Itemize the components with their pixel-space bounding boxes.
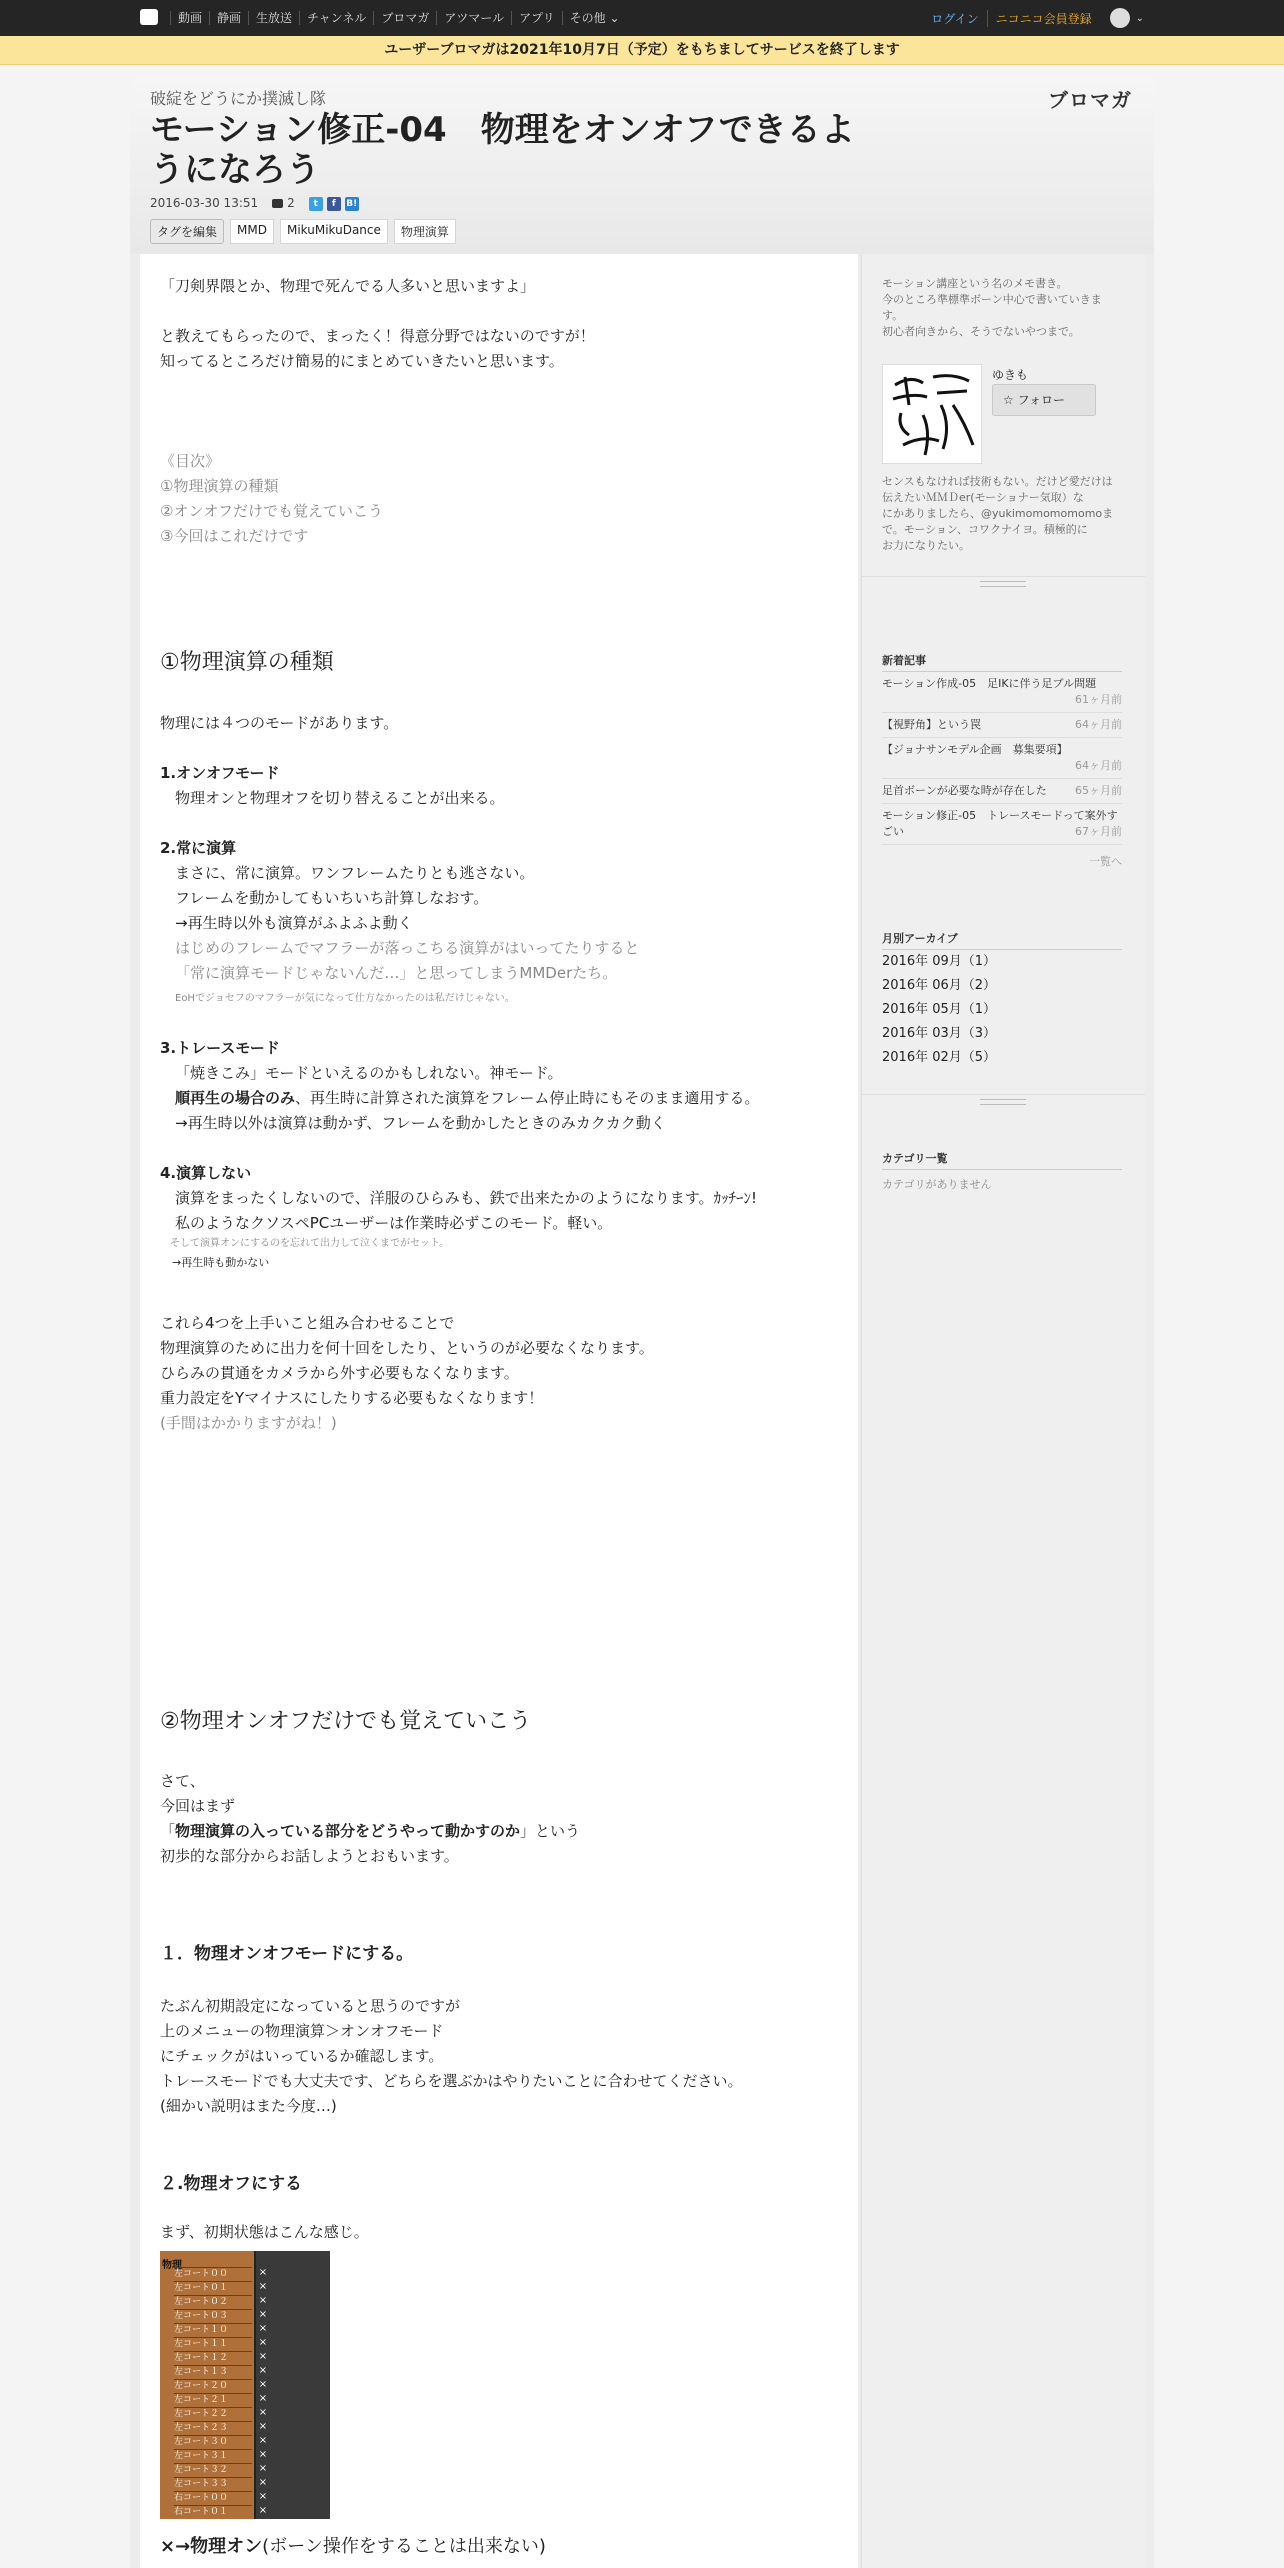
author-name[interactable]: ゆきも [992,368,1029,382]
paragraph: 「刀剣界隈とか、物理で死んでる人多いと思いますよ」 [160,277,536,295]
paragraph: 「焼きこみ」モードといえるのかもしれない。神モード。 [175,1064,563,1082]
user-avatar-icon[interactable] [1110,8,1130,28]
recent-title: 新着記事 [882,652,1122,672]
bold-text: 順再生の場合のみ [175,1089,296,1107]
nav-item-blomaga[interactable]: ブロマガ [373,11,436,25]
article-body [140,254,858,2568]
physics-off-mark: × [258,2267,268,2278]
paragraph: →再生時以外は演算は動かず、フレームを動かしたときのみカクカク動く [175,1114,666,1132]
paragraph: 物理には４つのモードがあります。 [160,714,399,732]
note-text: そして演算オンにするのを忘れて出力して泣くまでがセット。 [170,1238,450,1249]
bone-row-label: 左コート２１ [174,2393,252,2406]
paragraph: 知ってるところだけ簡易的にまとめていきたいと思います。 [160,352,564,370]
paragraph: 物理演算のために出力を何十回をしたり、というのが必要なくなります。 [160,1339,654,1357]
profile-line: お力になりたい。 [882,539,970,552]
paragraph [160,1819,580,1844]
paragraph: 「常に演算モードじゃないんだ…」と思ってしまうMMDerたち。 [175,964,618,982]
follow-label: フォロー [1017,393,1065,407]
service-nav [170,0,627,36]
sidebar-divider [862,1094,1145,1107]
recent-article-age: 64ヶ月前 [1075,759,1122,772]
paragraph-text: 「 [160,1822,176,1840]
nav-item-more[interactable] [562,11,627,25]
profile-line: で。モーション、コワクナイヨ。積極的に [882,523,1088,536]
physics-off-mark: × [258,2323,268,2334]
tag-item[interactable]: MikuMikuDance [280,219,388,244]
more-articles-link[interactable]: 一覧へ [1089,855,1122,868]
physics-off-mark: × [258,2393,268,2404]
blomaga-logo[interactable]: ブロマガ [1048,90,1132,112]
recent-article-item[interactable] [882,779,1122,804]
category-title: カテゴリ一覧 [882,1150,1122,1170]
blog-description [882,276,1122,340]
physics-off-mark: × [258,2281,268,2292]
archive-item[interactable]: 2016年 06月（2） [882,978,997,993]
page-title: モーション修正-04 物理をオンオフできるようになろう [150,110,855,190]
mode-heading: 3.トレースモード [160,1039,280,1057]
bone-row-label: 左コート１２ [174,2351,252,2364]
recent-article-item[interactable] [882,804,1122,845]
twitter-share-icon[interactable]: t [309,197,323,211]
paragraph: にチェックがはいっているか確認します。 [160,2047,444,2065]
section-heading: ②物理オンオフだけでも覚えていこう [160,1709,532,1734]
paragraph: と教えてもらったので、まったく！得意分野ではないのですが！ [160,327,595,345]
paragraph: まさに、常に演算。ワンフレームたりとも逃さない。 [175,864,535,882]
category-empty: カテゴリがありません [882,1178,992,1191]
bone-row-label: 左コート２２ [174,2407,252,2420]
tag-list [150,219,456,244]
paragraph [160,2534,546,2559]
recent-article-age: 65ヶ月前 [1075,784,1122,797]
recent-article-title: 足首ボーンが必要な時が存在した [882,784,1047,797]
star-icon: ☆ [1003,393,1014,407]
paragraph: →再生時以外も演算がふよふよ動く [175,914,413,932]
hatena-bookmark-icon[interactable]: B! [346,198,358,209]
physics-header-label: 物理 [162,2260,182,2271]
archive-item[interactable]: 2016年 03月（3） [882,1026,997,1041]
bone-row-label: 左コート３１ [174,2449,252,2462]
recent-article-item[interactable] [882,713,1122,738]
physics-off-mark: × [258,2463,268,2474]
author-avatar[interactable] [882,364,982,464]
register-link[interactable]: ニコニコ会員登録 [987,10,1100,27]
nav-item-channel[interactable]: チャンネル [299,11,373,25]
archive-title: 月別アーカイブ [882,930,1122,950]
paragraph: さて、 [160,1772,205,1790]
account-area [923,0,1144,36]
recent-article-age: 64ヶ月前 [1075,718,1122,731]
note-text: EoHでジョセフのマフラーが気になって仕方なかったのは私だけじゃない。 [175,993,515,1004]
top-nav-bar [0,0,1284,36]
physics-off-mark: × [258,2309,268,2320]
physics-off-mark: × [258,2337,268,2348]
login-link[interactable]: ログイン [931,11,979,26]
bone-row-label: 右コート００ [174,2491,252,2504]
archive-item[interactable]: 2016年 09月（1） [882,954,997,969]
archive-item[interactable]: 2016年 05月（1） [882,1002,997,1017]
bone-row-label: 左コート１０ [174,2323,252,2336]
physics-off-mark: × [258,2435,268,2446]
physics-off-mark: × [258,2491,268,2502]
facebook-share-icon[interactable]: f [327,197,341,211]
bone-row-label: 左コート０２ [174,2295,252,2308]
bone-row-label: 右コート０１ [174,2505,252,2518]
paragraph: はじめのフレームでマフラーが落っこちる演算がはいってたりすると [175,939,640,957]
physics-off-mark: × [258,2365,268,2376]
nav-item-atsumaru[interactable]: アツマール [436,11,511,25]
recent-article-title: 【ジョナサンモデル企画 募集要項】 [882,743,1068,756]
bold-text: 物理演算の入っている部分をどうやって動かすのか [175,1822,521,1840]
nav-more-label: その他 [569,11,606,25]
nav-item-live[interactable]: 生放送 [248,11,299,25]
step-heading: １．物理オンオフモードにする。 [160,1944,414,1964]
paragraph: フレームを動かしてもいちいち計算しなおす。 [175,889,489,907]
bone-row-label: 左コート１１ [174,2337,252,2350]
bone-row-label: 左コート２３ [174,2421,252,2434]
bone-row-label: 左コート３３ [174,2477,252,2490]
paragraph-text: (ボーン操作をすることは出来ない) [262,2536,546,2557]
paragraph: まず、初期状態はこんな感じ。 [160,2223,369,2241]
paragraph: 私のようなクソスペPCユーザーは作業時必ずこのモード。軽い。 [175,1214,613,1232]
sidebar [861,254,1145,2568]
paragraph-text: 」という [520,1822,581,1840]
paragraph: →再生時も動かない [172,1256,270,1269]
physics-off-mark: × [258,2421,268,2432]
bone-row-label: 左コート３２ [174,2463,252,2476]
edit-tags-button[interactable]: タグを編集 [150,219,224,244]
bold-text: 物理オン [190,2536,263,2557]
paragraph: (細かい説明はまた今度…) [160,2097,337,2115]
step-heading: ２.物理オフにする [160,2174,302,2194]
description-line: 初心者向きから、そうでないやつまで。 [882,325,1080,338]
toc-item: ②オンオフだけでも覚えていこう [160,502,383,520]
archive-item[interactable]: 2016年 02月（5） [882,1050,997,1065]
toc-item: ①物理演算の種類 [160,477,279,495]
physics-off-mark: × [258,2505,268,2516]
toc-title: 《目次》 [160,452,221,470]
post-date: 2016-03-30 13:51 [150,196,259,211]
recent-articles [882,652,1122,869]
paragraph: 初歩的な部分からお話しようとおもいます。 [160,1847,459,1865]
niconico-logo-icon[interactable] [140,9,158,25]
physics-off-mark: × [258,2477,268,2488]
description-line: 今のところ準標準ボーン中心で書いていきます。 [882,293,1102,322]
grip-icon [980,1099,1026,1105]
paragraph: 重力設定をYマイナスにしたりする必要もなくなります！ [160,1389,544,1407]
mode-heading: 2.常に演算 [160,839,237,857]
recent-article-item[interactable] [882,738,1122,779]
paragraph: 今回はまず [160,1797,236,1815]
section-heading: ①物理演算の種類 [160,650,334,675]
service-end-notice: ユーザーブロマガは2021年10月7日（予定）をもちましてサービスを終了します [0,36,1284,65]
recent-article-title: 【視野角】という罠 [882,718,981,731]
comment-count-value: 2 [287,196,295,211]
sidebar-divider [862,576,1145,589]
bone-row-label: 左コート０３ [174,2309,252,2322]
physics-off-mark: × [258,2407,268,2418]
comment-count[interactable] [272,196,295,210]
author-avatar-image [883,365,981,463]
physics-off-mark: × [258,2351,268,2362]
paragraph: 物理オンと物理オフを切り替えることが出来る。 [175,789,505,807]
paragraph: これら4つを上手いこと組み合わせることで [160,1314,455,1332]
bone-row-label: 左コート１３ [174,2365,252,2378]
category-list [882,1150,1122,1192]
paragraph: 演算をまったくしないので、洋服のひらみも、鉄で出来たかのようになります。ｶｯﾁｰﾝ! [175,1189,758,1207]
nav-item-seiga[interactable]: 静画 [209,11,248,25]
mode-heading: 4.演算しない [160,1164,252,1182]
paragraph [160,1086,759,1111]
description-line: モーション講座という名のメモ書き。 [882,277,1068,290]
paragraph: たぶん初期設定になっていると思うのですが [160,1997,461,2015]
recent-article-item[interactable] [882,672,1122,713]
nav-item-app[interactable]: アプリ [511,11,562,25]
bone-row-label: 左コート０１ [174,2281,252,2294]
nav-item-video[interactable]: 動画 [170,11,209,25]
recent-article-age: 61ヶ月前 [1075,693,1122,706]
profile-line: にかありましたら、@yukimomomomomoま [882,507,1114,520]
recent-article-title: モーション作成-05 足IKに伴う足ブル問題 [882,677,1097,690]
paragraph: ひらみの貫通をカメラから外す必要もなくなります。 [160,1364,519,1382]
paragraph: 上のメニューの物理演算＞オンオフモード [160,2022,444,2040]
paragraph: (手間はかかりますがね！) [160,1414,337,1432]
comment-icon [272,199,283,208]
tag-item[interactable]: MMD [230,219,274,244]
physics-off-mark: × [258,2449,268,2460]
monthly-archive [882,930,1122,1070]
chevron-down-icon[interactable]: ⌄ [1135,12,1144,24]
mode-heading: 1.オンオフモード [160,764,280,782]
chevron-down-icon: ⌄ [609,11,620,25]
grip-icon [980,581,1026,587]
bone-row-label: 左コート３０ [174,2435,252,2448]
bold-text: ×→ [160,2536,191,2557]
physics-off-mark: × [258,2379,268,2390]
blog-channel-name[interactable]: 破綻をどうにか撲滅し隊 [150,89,327,108]
recent-article-title: モーション修正-05 トレースモードって案外すごい [882,809,1118,838]
article-header [130,76,1154,254]
toc-item: ③今回はこれだけです [160,527,309,545]
follow-button[interactable] [992,384,1096,416]
paragraph-text: 、再生時に計算された演算をフレーム停止時にもそのまま適用する。 [295,1089,760,1107]
author-profile [882,474,1122,554]
bone-row-label: 左コート００ [174,2267,252,2280]
bone-row-label: 左コート２０ [174,2379,252,2392]
profile-line: センスもなければ技術もない。だけど愛だけは伝えたいＭＭＤer(モーショナー気取）な [882,475,1113,504]
physics-panel-screenshot [160,2251,330,2519]
article-meta [150,196,363,211]
physics-off-mark: × [258,2295,268,2306]
tag-item[interactable]: 物理演算 [394,219,456,244]
recent-article-age: 67ヶ月前 [1075,825,1122,838]
paragraph: トレースモードでも大丈夫です、どちらを選ぶかはやりたいことに合わせてください。 [160,2072,743,2090]
